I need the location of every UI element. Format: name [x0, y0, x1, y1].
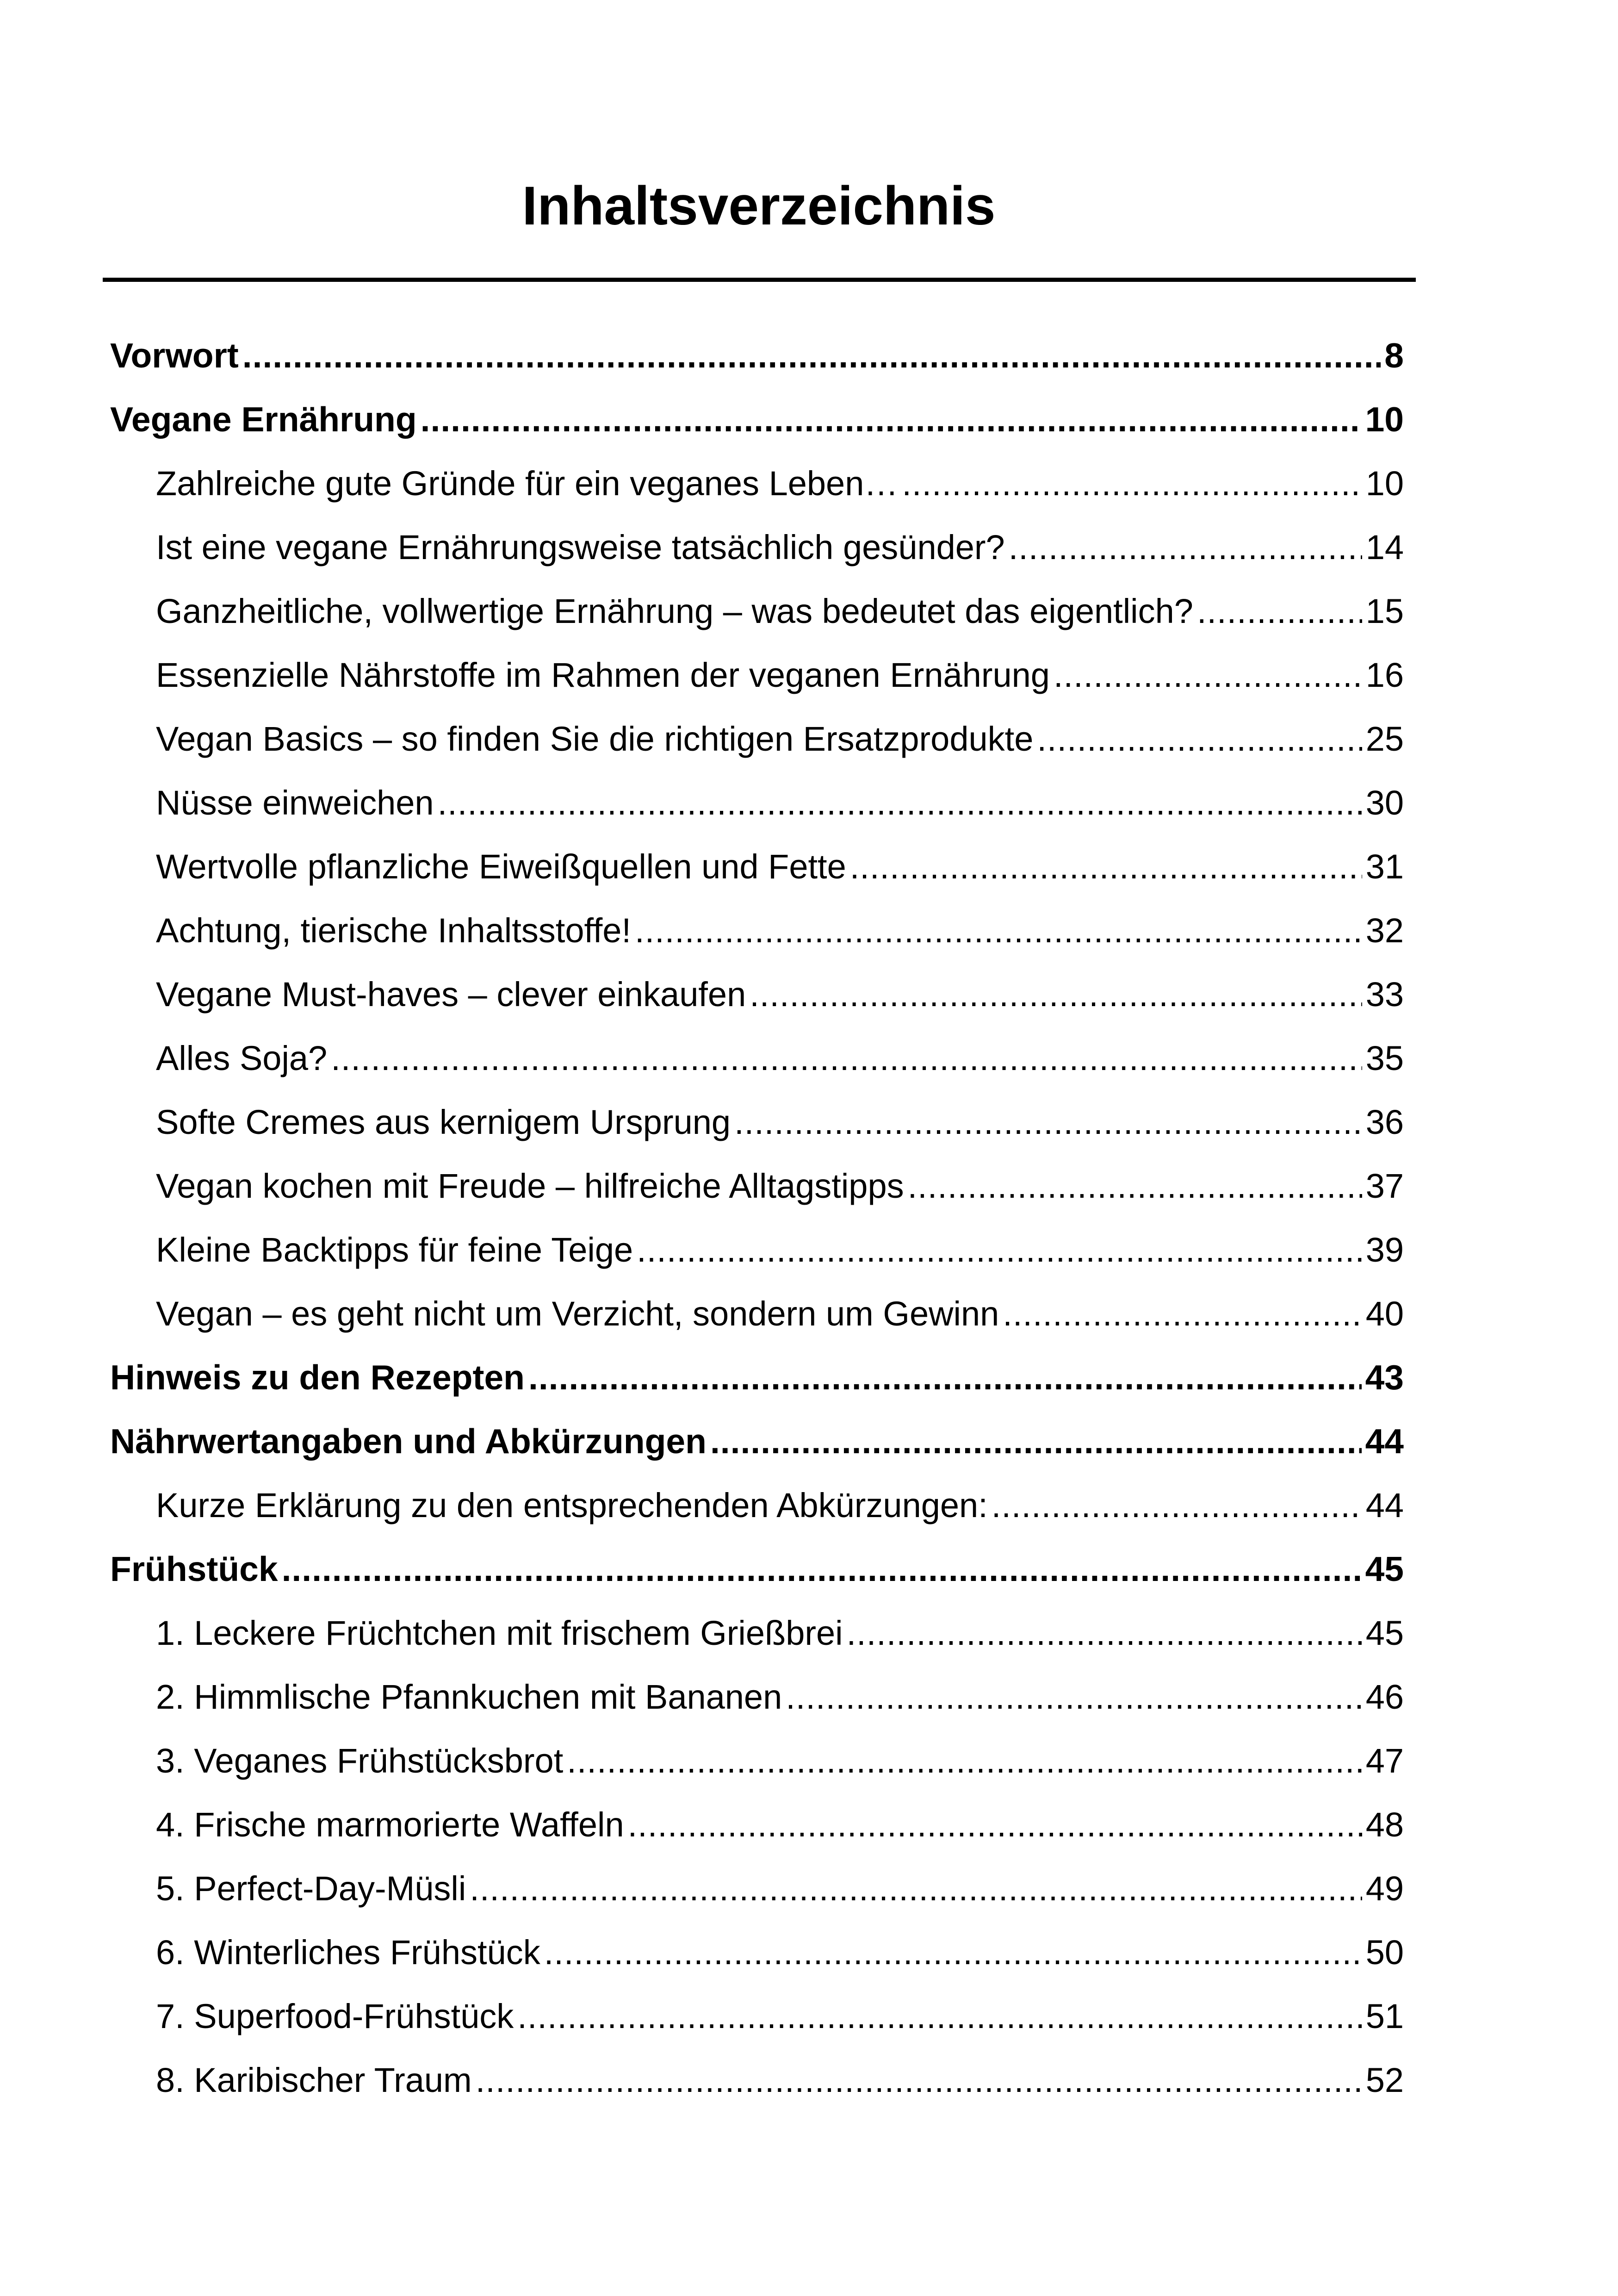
toc-page-number: 36 — [1365, 1102, 1404, 1141]
toc-entry-title: 6. Winterliches Frühstück — [156, 1933, 540, 1972]
toc-entry-recipe — [156, 2052, 1404, 2108]
toc-page-number: 32 — [1365, 911, 1404, 950]
dot-leader — [637, 1230, 1362, 1269]
toc-page-number: 16 — [1365, 655, 1404, 694]
dot-leader — [331, 1039, 1362, 1078]
toc-entry-title: Vegane Ernährung — [110, 400, 417, 439]
toc-page-number: 35 — [1365, 1039, 1404, 1077]
toc-entry-title: Nüsse einweichen — [156, 783, 434, 822]
dot-leader — [750, 975, 1362, 1014]
toc-entry-title: Achtung, tierische Inhaltsstoffe! — [156, 911, 632, 950]
toc-entry-title: 3. Veganes Frühstücksbrot — [156, 1741, 564, 1780]
toc-entry-title: Wertvolle pflanzliche Eiweißquellen und Fette — [156, 847, 846, 886]
toc-page-number: 10 — [1365, 464, 1404, 503]
toc-entry-subsection — [156, 902, 1404, 958]
toc-entry-title: 8. Karibischer Traum — [156, 2060, 472, 2099]
toc-entry-title: Vegan kochen mit Freude – hilfreiche Alltagstipps — [156, 1166, 904, 1205]
toc-page-number: 10 — [1365, 400, 1404, 439]
toc-page-number: 45 — [1365, 1549, 1404, 1588]
toc-entry-subsection — [156, 775, 1404, 830]
toc-page-number: 37 — [1365, 1166, 1404, 1205]
dot-leader — [1009, 528, 1362, 567]
toc-page-number: 39 — [1365, 1230, 1404, 1269]
dot-leader — [476, 2060, 1362, 2100]
toc-page-number: 47 — [1365, 1741, 1404, 1780]
dot-leader — [734, 1102, 1362, 1142]
toc-entry-subsection — [156, 583, 1404, 639]
dot-leader — [567, 1741, 1362, 1780]
toc-entry-title: 1. Leckere Früchtchen mit frischem Grießbrei — [156, 1613, 843, 1652]
dot-leader — [1197, 591, 1362, 631]
toc-entry-title: Nährwertangaben und Abkürzungen — [110, 1422, 707, 1461]
dot-leader — [710, 1421, 1362, 1461]
toc-entry-subsection — [156, 647, 1404, 703]
toc-entry-subsection — [156, 839, 1404, 894]
toc-entry-title: 4. Frische marmorierte Waffeln — [156, 1805, 624, 1844]
toc-entry-subsection — [156, 455, 1404, 511]
page-title: Inhaltsverzeichnis — [522, 175, 996, 236]
toc-entry-title: Alles Soja? — [156, 1039, 328, 1077]
toc-entry-title: Frühstück — [110, 1549, 278, 1588]
toc-entry-section — [110, 1413, 1404, 1469]
toc-page-number: 46 — [1365, 1677, 1404, 1716]
toc-entry-title: Kurze Erklärung zu den entsprechenden Abkürzungen: — [156, 1486, 988, 1524]
toc-entry-title: Ganzheitliche, vollwertige Ernährung – was bedeutet das eigentlich? — [156, 591, 1193, 630]
dot-leader — [517, 1997, 1362, 2036]
dot-leader — [992, 1486, 1362, 1525]
toc-entry-recipe — [156, 1924, 1404, 1980]
toc-page-number: 43 — [1365, 1358, 1404, 1397]
dot-leader — [1054, 655, 1362, 695]
toc-entry-title: 5. Perfect-Day-Müsli — [156, 1869, 466, 1908]
dot-leader — [470, 1869, 1362, 1908]
toc-entry-title: Vorwort — [110, 336, 239, 375]
dot-leader — [850, 847, 1362, 886]
toc-entry-subsection — [156, 1030, 1404, 1086]
toc-entry-recipe — [156, 1860, 1404, 1916]
toc-entry-section — [110, 1350, 1404, 1405]
toc-page-number: 25 — [1365, 719, 1404, 758]
toc-entry-title: Zahlreiche gute Gründe für ein veganes Leben… — [156, 464, 899, 503]
toc-page-number: 48 — [1365, 1805, 1404, 1844]
toc-entry-section — [110, 392, 1404, 447]
toc-entry-subsection — [156, 711, 1404, 766]
toc-entry-title: Essenzielle Nährstoffe im Rahmen der veganen Ernährung — [156, 655, 1050, 694]
dot-leader — [528, 1357, 1362, 1397]
dot-leader — [628, 1805, 1362, 1844]
toc-entry-title: Ist eine vegane Ernährungsweise tatsächlich gesünder? — [156, 528, 1005, 566]
dot-leader — [438, 783, 1362, 822]
toc-entry-recipe — [156, 1988, 1404, 2044]
toc-page-number: 52 — [1365, 2060, 1404, 2099]
dot-leader — [902, 464, 1362, 503]
dot-leader — [544, 1933, 1362, 1972]
dot-leader — [421, 399, 1362, 439]
toc-entry-title: Vegan – es geht nicht um Verzicht, sondern um Gewinn — [156, 1294, 999, 1333]
toc-entry-subsection — [156, 1477, 1404, 1533]
dot-leader — [282, 1549, 1362, 1589]
dot-leader — [1003, 1294, 1362, 1333]
toc-entry-recipe — [156, 1733, 1404, 1788]
toc-entry-title: 7. Superfood-Frühstück — [156, 1997, 514, 2035]
dot-leader — [242, 336, 1381, 375]
toc-page-number: 14 — [1365, 528, 1404, 566]
toc-page-number: 33 — [1365, 975, 1404, 1014]
toc-entry-title: Softe Cremes aus kernigem Ursprung — [156, 1102, 731, 1141]
toc-entry-section — [110, 328, 1404, 383]
dot-leader — [908, 1166, 1362, 1206]
toc-page-number: 50 — [1365, 1933, 1404, 1972]
toc-page-number: 51 — [1365, 1997, 1404, 2035]
toc-entry-title: 2. Himmlische Pfannkuchen mit Bananen — [156, 1677, 782, 1716]
toc-entry-title: Hinweis zu den Rezepten — [110, 1358, 525, 1397]
toc-entry-recipe — [156, 1669, 1404, 1724]
toc-entry-recipe — [156, 1797, 1404, 1852]
toc-page-number: 15 — [1365, 591, 1404, 630]
toc-entry-subsection — [156, 1158, 1404, 1213]
toc-entry-subsection — [156, 966, 1404, 1022]
toc-entry-subsection — [156, 1222, 1404, 1277]
dot-leader — [635, 911, 1362, 950]
dot-leader — [1037, 719, 1362, 759]
toc-entry-subsection — [156, 1286, 1404, 1341]
dot-leader — [847, 1613, 1362, 1653]
toc-page-number: 44 — [1365, 1422, 1404, 1461]
toc-page-number: 8 — [1384, 336, 1404, 375]
toc-entry-subsection — [156, 1094, 1404, 1150]
toc-entry-title: Kleine Backtipps für feine Teige — [156, 1230, 633, 1269]
toc-page-number: 31 — [1365, 847, 1404, 886]
toc-page-number: 49 — [1365, 1869, 1404, 1908]
toc-entry-title: Vegane Must-haves – clever einkaufen — [156, 975, 746, 1014]
toc-entry-section — [110, 1541, 1404, 1597]
toc-entry-subsection — [156, 519, 1404, 575]
toc-page-number: 40 — [1365, 1294, 1404, 1333]
dot-leader — [786, 1677, 1362, 1717]
toc-page-number: 45 — [1365, 1613, 1404, 1652]
toc-page-number: 44 — [1365, 1486, 1404, 1524]
toc-entry-title: Vegan Basics – so finden Sie die richtigen Ersatzprodukte — [156, 719, 1034, 758]
toc-entry-recipe — [156, 1605, 1404, 1661]
toc-page-number: 30 — [1365, 783, 1404, 822]
